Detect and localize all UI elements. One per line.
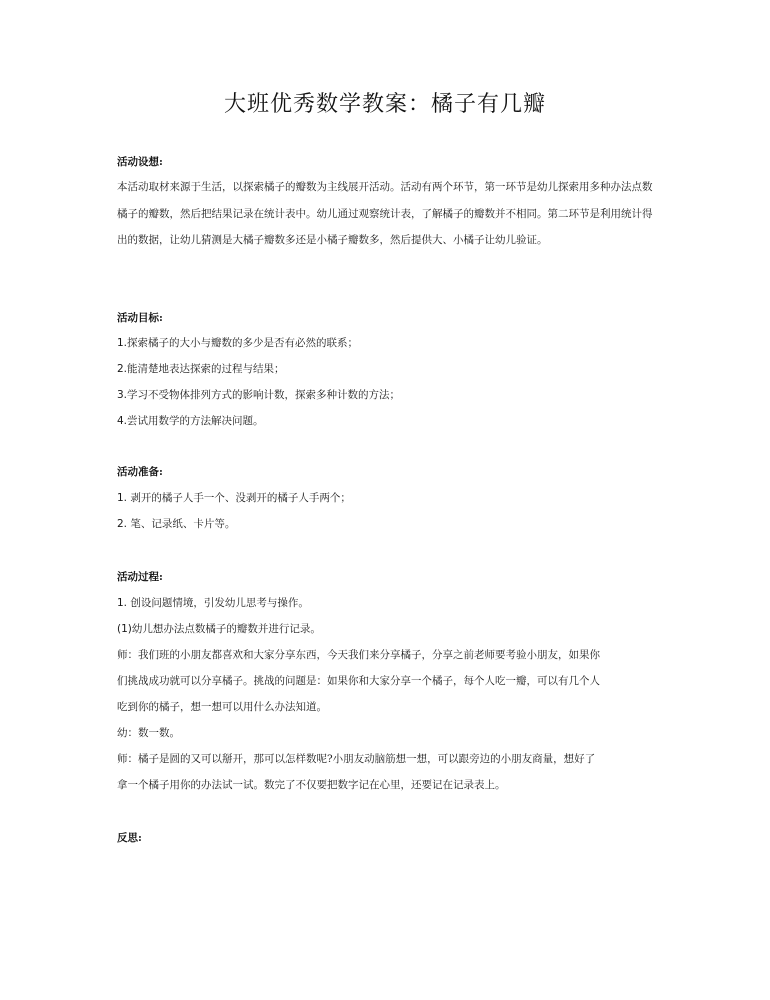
process-line: 师：我们班的小朋友都喜欢和大家分享东西，今天我们来分享橘子，分享之前老师要考验小朋友，如果你 — [117, 649, 600, 661]
process-line: 吃到你的橘子，想一想可以用什么办法知道。 — [117, 701, 327, 713]
section-heading-goals: 活动目标: — [117, 312, 163, 324]
section-heading-reflection: 反思: — [117, 832, 142, 844]
goal-item: 2.能清楚地表达探索的过程与结果； — [117, 363, 285, 375]
prep-item: 1. 剥开的橘子人手一个、没剥开的橘子人手两个； — [117, 492, 351, 504]
process-line: (1)幼儿想办法点数橘子的瓣数并进行记录。 — [117, 623, 321, 635]
design-paragraph: 本活动取材来源于生活，以探索橘子的瓣数为主线展开活动。活动有两个环节，第一环节是幼儿探索用多种办法点数橘子的瓣数，然后把结果记录在统计表中。幼儿通过观察统计表，了解橘子的瓣数并不相同。第二环节是利用统计得出的数据，让幼儿猜测是大橘子瓣数多还是小橘子瓣数多，然后提供大、小橘子让幼儿验证。 — [117, 181, 653, 246]
process-line: 拿一个橘子用你的办法试一试。数完了不仅要把数字记在心里，还要记在记录表上。 — [117, 779, 506, 791]
goal-item: 1.探索橘子的大小与瓣数的多少是否有必然的联系； — [117, 337, 359, 349]
prep-item: 2. 笔、记录纸、卡片等。 — [117, 518, 236, 530]
process-line: 幼：数一数。 — [117, 727, 180, 739]
section-heading-prep: 活动准备: — [117, 466, 163, 478]
process-line: 们挑战成功就可以分享橘子。挑战的问题是：如果你和大家分享一个橘子，每个人吃一瓣，可以有几个人 — [117, 675, 600, 687]
process-line: 1. 创设问题情境，引发幼儿思考与操作。 — [117, 597, 309, 609]
section-heading-design: 活动设想: — [117, 156, 163, 168]
section-heading-process: 活动过程: — [117, 571, 163, 583]
goal-item: 3.学习不受物体排列方式的影响计数，探索多种计数的方法； — [117, 389, 401, 401]
document-title: 大班优秀数学教案：橘子有几瓣 — [223, 92, 546, 117]
process-line: 师：橘子是圆的又可以掰开，那可以怎样数呢?小朋友动脑筋想一想，可以跟旁边的小朋友商量，想好了 — [117, 753, 596, 765]
goal-item: 4.尝试用数学的方法解决问题。 — [117, 415, 264, 427]
